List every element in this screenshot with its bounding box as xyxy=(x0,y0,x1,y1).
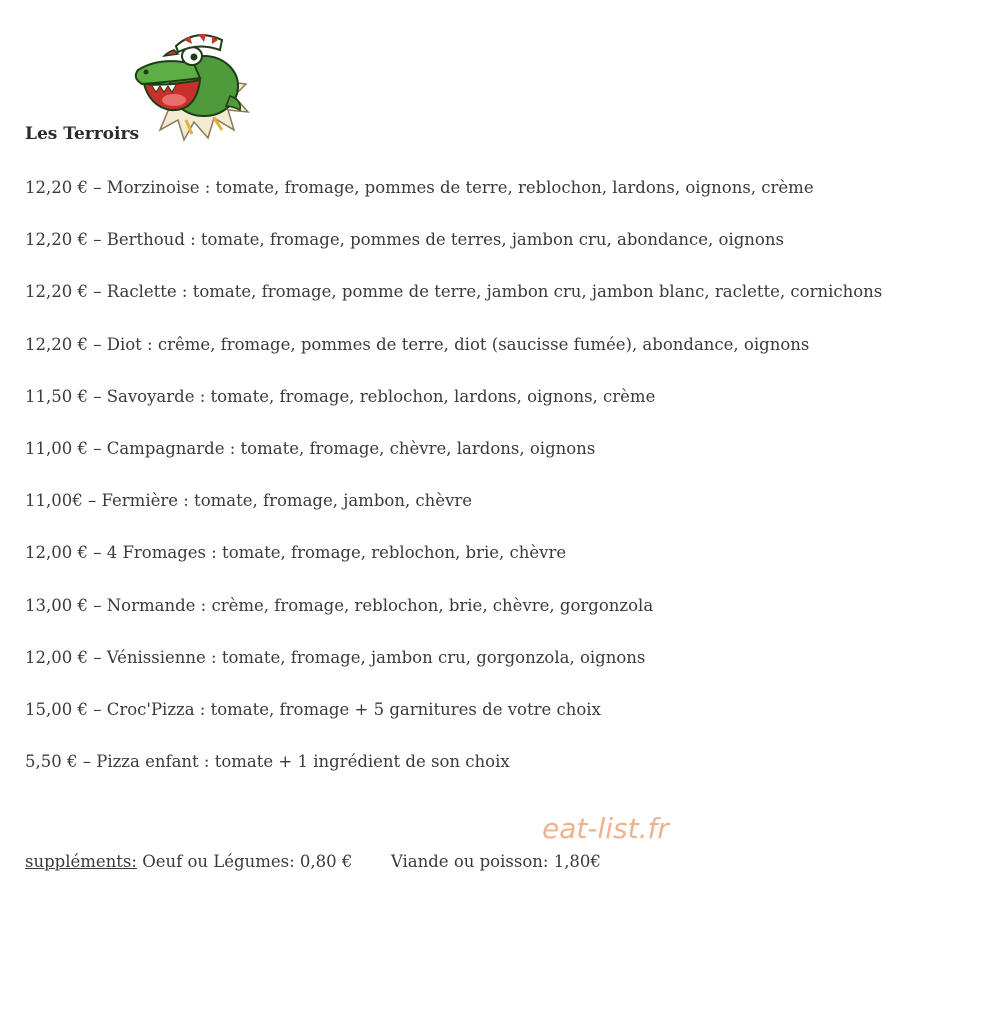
menu-item: 11,00 € – Campagnarde : tomate, fromage, chèvre, lardons, oignons xyxy=(25,438,596,458)
supplements-line xyxy=(25,852,601,871)
menu-item: 12,00 € – 4 Fromages : tomate, fromage, reblochon, brie, chèvre xyxy=(25,543,567,563)
menu-item: 5,50 € – Pizza enfant : tomate + 1 ingrédient de son choix xyxy=(25,752,510,772)
menu-item: 11,50 € – Savoyarde : tomate, fromage, reblochon, lardons, oignons, crème xyxy=(25,386,656,406)
menu-item: 12,20 € – Morzinoise : tomate, fromage, pommes de terre, reblochon, lardons, oignons, crème xyxy=(25,178,814,197)
menu-list xyxy=(25,176,882,802)
menu-item: 15,00 € – Croc'Pizza : tomate, fromage + 5 garnitures de votre choix xyxy=(25,699,601,719)
section-title: Les Terroirs xyxy=(25,124,140,144)
menu-item: 13,00 € – Normande : crème, fromage, reblochon, brie, chèvre, gorgonzola xyxy=(25,595,654,615)
watermark: eat-list.fr xyxy=(542,812,669,845)
menu-item: 12,20 € – Raclette : tomate, fromage, pomme de terre, jambon cru, jambon blanc, raclette, cornichons xyxy=(25,282,883,302)
menu-item: 12,00 € – Vénissienne : tomate, fromage, jambon cru, gorgonzola, oignons xyxy=(25,647,646,667)
supplement-eggs-vegetables: Oeuf ou Légumes: 0,80 € xyxy=(142,852,353,871)
supplement-meat-fish: Viande ou poisson: 1,80€ xyxy=(390,852,601,871)
crocodile-mascot-icon xyxy=(130,26,256,142)
supplements-label: suppléments: xyxy=(25,852,137,871)
menu-item: 12,20 € – Diot : crême, fromage, pommes de terre, diot (saucisse fumée), abondance, oignons xyxy=(25,334,810,354)
menu-item: 11,00€ – Fermière : tomate, fromage, jambon, chèvre xyxy=(25,491,473,511)
menu-item: 12,20 € – Berthoud : tomate, fromage, pommes de terres, jambon cru, abondance, oignons xyxy=(25,230,784,250)
